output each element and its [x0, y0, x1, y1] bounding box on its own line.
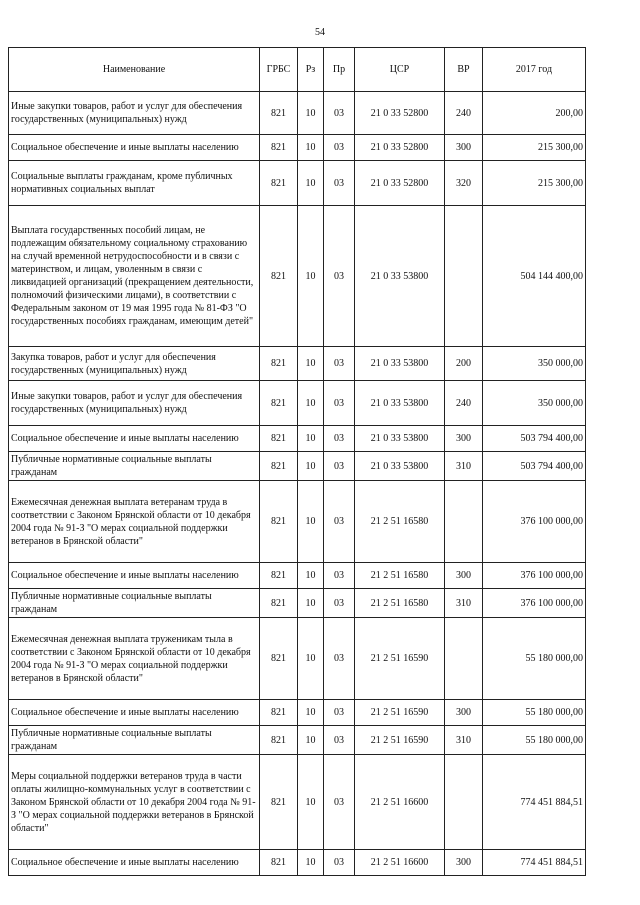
cell-name: Иные закупки товаров, работ и услуг для обеспечения государственных (муниципальных) нужд [9, 381, 260, 426]
cell-amount: 55 180 000,00 [483, 700, 586, 726]
cell-name: Публичные нормативные социальные выплаты гражданам [9, 589, 260, 618]
cell-csr: 21 2 51 16590 [355, 726, 445, 755]
cell-name: Меры социальной поддержки ветеранов труда в части оплаты жилищно-коммунальных услуг в соответствии с Законом Брянской области от 10 декабря 2004 года № 91-З "О мерах социальной поддержки ветеранов в Брянской области" [9, 755, 260, 850]
table-row [9, 135, 586, 161]
cell-pr: 03 [324, 589, 355, 618]
cell-csr: 21 0 33 52800 [355, 161, 445, 206]
cell-name: Иные закупки товаров, работ и услуг для обеспечения государственных (муниципальных) нужд [9, 92, 260, 135]
cell-vr: 240 [445, 381, 483, 426]
cell-grbs: 821 [260, 452, 298, 481]
cell-amount: 200,00 [483, 92, 586, 135]
cell-rz: 10 [298, 92, 324, 135]
cell-name: Ежемесячная денежная выплата ветеранам труда в соответствии с Законом Брянской области от 10 декабря 2004 года № 91-З "О мерах социальной поддержки ветеранов в Брянской области" [9, 481, 260, 563]
cell-grbs: 821 [260, 589, 298, 618]
cell-vr: 300 [445, 426, 483, 452]
table-row [9, 452, 586, 481]
cell-csr: 21 0 33 53800 [355, 206, 445, 347]
table-row [9, 563, 586, 589]
page-number: 54 [315, 27, 325, 38]
cell-grbs: 821 [260, 563, 298, 589]
cell-rz: 10 [298, 563, 324, 589]
cell-rz: 10 [298, 135, 324, 161]
cell-amount: 774 451 884,51 [483, 850, 586, 876]
cell-amount: 350 000,00 [483, 381, 586, 426]
cell-grbs: 821 [260, 92, 298, 135]
cell-csr: 21 0 33 53800 [355, 426, 445, 452]
cell-vr [445, 755, 483, 850]
cell-grbs: 821 [260, 206, 298, 347]
budget-table [8, 47, 586, 876]
cell-grbs: 821 [260, 726, 298, 755]
cell-amount: 215 300,00 [483, 161, 586, 206]
cell-csr: 21 0 33 52800 [355, 92, 445, 135]
cell-csr: 21 0 33 53800 [355, 381, 445, 426]
cell-csr: 21 2 51 16580 [355, 589, 445, 618]
cell-pr: 03 [324, 755, 355, 850]
cell-vr: 310 [445, 452, 483, 481]
cell-amount: 376 100 000,00 [483, 563, 586, 589]
table-row [9, 700, 586, 726]
cell-grbs: 821 [260, 481, 298, 563]
cell-amount: 774 451 884,51 [483, 755, 586, 850]
cell-rz: 10 [298, 850, 324, 876]
cell-rz: 10 [298, 161, 324, 206]
cell-pr: 03 [324, 206, 355, 347]
cell-pr: 03 [324, 92, 355, 135]
cell-vr: 300 [445, 135, 483, 161]
cell-csr: 21 2 51 16590 [355, 700, 445, 726]
table-row [9, 161, 586, 206]
cell-name: Ежемесячная денежная выплата труженикам тыла в соответствии с Законом Брянской области от 10 декабря 2004 года № 91-З "О мерах социальной поддержки ветеранов в Брянской области" [9, 618, 260, 700]
cell-pr: 03 [324, 452, 355, 481]
column-header: Рз [298, 48, 324, 92]
cell-pr: 03 [324, 381, 355, 426]
cell-name: Закупка товаров, работ и услуг для обеспечения государственных (муниципальных) нужд [9, 347, 260, 381]
cell-vr: 200 [445, 347, 483, 381]
cell-csr: 21 0 33 52800 [355, 135, 445, 161]
table-row [9, 618, 586, 700]
table-row [9, 381, 586, 426]
cell-grbs: 821 [260, 347, 298, 381]
cell-name: Публичные нормативные социальные выплаты гражданам [9, 452, 260, 481]
cell-csr: 21 2 51 16590 [355, 618, 445, 700]
cell-name: Выплата государственных пособий лицам, не подлежащим обязательному социальному страхованию на случай временной нетрудоспособности и в связи с материнством, и лицам, уволенным в связи с ликвидацией организаций (прекращением деятельности, полномочий физическими лицами), в соответствии с Федеральным законом от 19 мая 1995 года № 81-ФЗ "О государственных пособиях гражданам, имеющим детей" [9, 206, 260, 347]
cell-vr: 300 [445, 700, 483, 726]
cell-rz: 10 [298, 726, 324, 755]
cell-pr: 03 [324, 426, 355, 452]
column-header: ВР [445, 48, 483, 92]
cell-vr [445, 481, 483, 563]
table-row [9, 755, 586, 850]
table-row [9, 850, 586, 876]
cell-amount: 503 794 400,00 [483, 452, 586, 481]
cell-pr: 03 [324, 726, 355, 755]
cell-rz: 10 [298, 381, 324, 426]
cell-amount: 350 000,00 [483, 347, 586, 381]
column-header: 2017 год [483, 48, 586, 92]
cell-csr: 21 0 33 53800 [355, 452, 445, 481]
cell-name: Социальное обеспечение и иные выплаты населению [9, 850, 260, 876]
cell-name: Социальные выплаты гражданам, кроме публичных нормативных социальных выплат [9, 161, 260, 206]
cell-name: Социальное обеспечение и иные выплаты населению [9, 563, 260, 589]
table-row [9, 347, 586, 381]
cell-rz: 10 [298, 452, 324, 481]
cell-pr: 03 [324, 563, 355, 589]
cell-rz: 10 [298, 618, 324, 700]
cell-pr: 03 [324, 481, 355, 563]
cell-vr [445, 618, 483, 700]
cell-grbs: 821 [260, 426, 298, 452]
cell-pr: 03 [324, 347, 355, 381]
cell-name: Социальное обеспечение и иные выплаты населению [9, 700, 260, 726]
column-header: ГРБС [260, 48, 298, 92]
column-header: Наименование [9, 48, 260, 92]
cell-vr: 300 [445, 850, 483, 876]
cell-pr: 03 [324, 700, 355, 726]
table-row [9, 92, 586, 135]
cell-rz: 10 [298, 700, 324, 726]
cell-grbs: 821 [260, 850, 298, 876]
cell-name: Социальное обеспечение и иные выплаты населению [9, 426, 260, 452]
cell-csr: 21 2 51 16600 [355, 755, 445, 850]
cell-pr: 03 [324, 850, 355, 876]
cell-pr: 03 [324, 618, 355, 700]
cell-pr: 03 [324, 135, 355, 161]
cell-csr: 21 2 51 16600 [355, 850, 445, 876]
table-header-row [9, 48, 586, 92]
cell-vr: 300 [445, 563, 483, 589]
table-row [9, 426, 586, 452]
cell-vr [445, 206, 483, 347]
cell-csr: 21 2 51 16580 [355, 481, 445, 563]
cell-grbs: 821 [260, 381, 298, 426]
cell-csr: 21 0 33 53800 [355, 347, 445, 381]
cell-name: Публичные нормативные социальные выплаты гражданам [9, 726, 260, 755]
cell-amount: 503 794 400,00 [483, 426, 586, 452]
cell-csr: 21 2 51 16580 [355, 563, 445, 589]
cell-amount: 215 300,00 [483, 135, 586, 161]
cell-rz: 10 [298, 589, 324, 618]
cell-vr: 310 [445, 726, 483, 755]
cell-rz: 10 [298, 347, 324, 381]
table-row [9, 206, 586, 347]
cell-amount: 376 100 000,00 [483, 481, 586, 563]
cell-amount: 376 100 000,00 [483, 589, 586, 618]
table-row [9, 481, 586, 563]
cell-vr: 320 [445, 161, 483, 206]
cell-amount: 55 180 000,00 [483, 726, 586, 755]
cell-rz: 10 [298, 206, 324, 347]
cell-grbs: 821 [260, 700, 298, 726]
cell-grbs: 821 [260, 618, 298, 700]
cell-name: Социальное обеспечение и иные выплаты населению [9, 135, 260, 161]
cell-amount: 55 180 000,00 [483, 618, 586, 700]
table-row [9, 726, 586, 755]
cell-amount: 504 144 400,00 [483, 206, 586, 347]
cell-grbs: 821 [260, 135, 298, 161]
column-header: Пр [324, 48, 355, 92]
cell-grbs: 821 [260, 161, 298, 206]
cell-vr: 240 [445, 92, 483, 135]
cell-grbs: 821 [260, 755, 298, 850]
cell-pr: 03 [324, 161, 355, 206]
cell-rz: 10 [298, 755, 324, 850]
cell-rz: 10 [298, 481, 324, 563]
table-row [9, 589, 586, 618]
cell-rz: 10 [298, 426, 324, 452]
cell-vr: 310 [445, 589, 483, 618]
column-header: ЦСР [355, 48, 445, 92]
